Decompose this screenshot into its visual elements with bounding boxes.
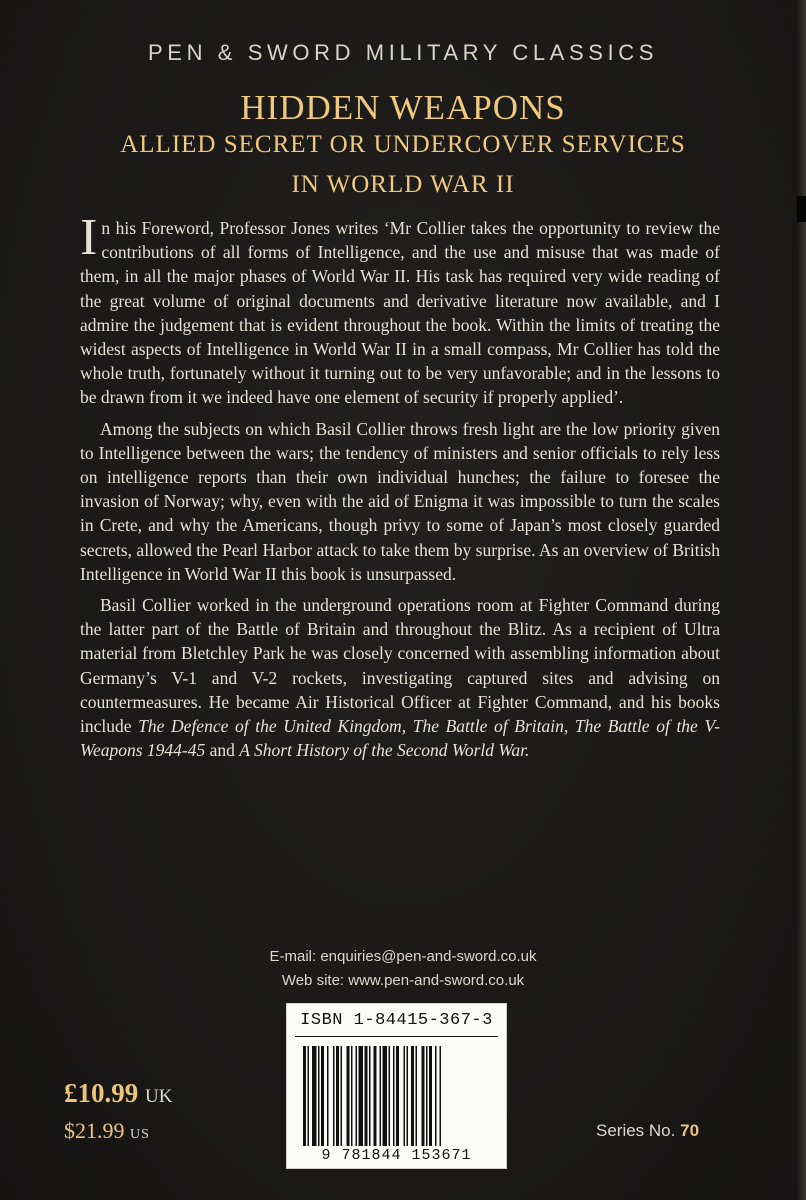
barcode-bar — [429, 1046, 432, 1146]
barcode-bar — [369, 1046, 371, 1146]
barcode-bar — [336, 1046, 339, 1146]
barcode-bar — [356, 1046, 358, 1146]
barcode-bar — [407, 1046, 409, 1146]
barcode-bar — [359, 1046, 364, 1146]
barcode-bar — [318, 1046, 320, 1146]
barcode-bar — [374, 1046, 377, 1146]
paragraph-3-joiner: and — [209, 740, 235, 761]
book-title-3: The Battle of the V-Weapons 1944-45 — [80, 716, 721, 761]
book-title: HIDDEN WEAPONS — [240, 88, 566, 127]
price-us-amount: $21.99 — [64, 1118, 125, 1143]
barcode-bar — [422, 1046, 425, 1146]
series-number-label: Series No. — [596, 1121, 676, 1140]
price-uk — [64, 1078, 172, 1109]
barcode-bar — [416, 1046, 418, 1146]
barcode-icon — [303, 1046, 490, 1146]
blurb-paragraph-2: Among the subjects on which Basil Collier throws fresh light are the low priority given to Intelligence between the wars; the tendency of ministers and senior officials to rely less on intelligence reports than their own individual hunches; the failure to foresee the invasion of Norway; why, even with the aid of Enigma it was impossible to turn the scales in Crete, and why the Americans, though privy to some of Japan’s most closely guarded secrets, allowed the Pearl Harbor attack to take them by surprise. As an overview of British Intelligence in World War II this book is unsurpassed. — [80, 418, 720, 584]
series-number-value: 70 — [680, 1121, 700, 1140]
isbn-rule — [295, 1036, 498, 1037]
price-us-suffix: US — [130, 1127, 150, 1142]
price-uk-amount: £10.99 — [64, 1078, 139, 1108]
series-number — [596, 1121, 699, 1141]
book-subtitle-line2: IN WORLD WAR II — [291, 171, 515, 198]
barcode-bar — [303, 1046, 306, 1146]
barcode-bar — [411, 1046, 414, 1146]
barcode-digits: 9 781844 153671 — [321, 1147, 472, 1164]
publisher-email: E-mail: enquiries@pen-and-sword.co.uk — [269, 948, 537, 965]
paragraph-3-text: Basil Collier worked in the underground operations room at Fighter Command during the latter part of the Battle of Britain and throughout the Blitz. As a recipient of Ultra material from Bletchley Park he was closely concerned with assembling information about Germany’s V-1 and V-2 rockets, investigating captured sites and advising on countermeasures. He became Air Historical Officer at Fighter Command, and his books include — [80, 595, 720, 737]
barcode-bar — [393, 1046, 395, 1146]
series-title: PEN & SWORD MILITARY CLASSICS — [148, 40, 658, 65]
book-title-1: The Defence of the United Kingdom, — [138, 716, 407, 737]
book-subtitle-line1: ALLIED SECRET OR UNDERCOVER SERVICES — [120, 131, 686, 158]
barcode-bar — [404, 1046, 406, 1146]
isbn-number: ISBN 1-84415-367-3 — [300, 1011, 493, 1030]
publisher-website: Web site: www.pen-and-sword.co.uk — [281, 972, 525, 989]
price-uk-suffix: UK — [145, 1086, 173, 1107]
barcode-bar — [383, 1046, 388, 1146]
paragraph-1-text: n his Foreword, Professor Jones writes ‘Mr Collier takes the opportunity to review the contributions of all forms of Intelligence, and the use and misuse that was made of them, in all the major phases of World War II. His task has required very wide reading of the great volume of original documents and derivative literature now available, and I admire the judgement that is evident throughout the book. Within the limits of treating the widest aspects of Intelligence in World War II in a small compass, Mr Collier has told the whole truth, fortunately without it turning out to be very unfavorable; and in the lessons to be drawn from it we indeed have one element of security if properly applied’. — [80, 218, 720, 408]
blurb-paragraph-1 — [80, 209, 720, 410]
blurb-paragraph-3 — [80, 593, 720, 762]
barcode-bar — [347, 1046, 350, 1146]
barcode-label — [286, 1003, 507, 1169]
barcode-bar — [327, 1046, 329, 1146]
barcode-bar — [426, 1046, 428, 1146]
barcode-bar — [312, 1046, 317, 1146]
barcode-bar — [341, 1046, 343, 1146]
drop-cap: I — [80, 209, 98, 266]
barcode-bar — [365, 1046, 368, 1146]
book-title-2: The Battle of Britain, — [412, 716, 569, 737]
barcode-bar — [440, 1046, 442, 1146]
book-title-4: A Short History of the Second World War. — [239, 740, 530, 761]
barcode-bar — [380, 1046, 382, 1146]
barcode-bar — [308, 1046, 310, 1146]
price-us — [64, 1118, 150, 1144]
barcode-bar — [389, 1046, 391, 1146]
barcode-bar — [351, 1046, 353, 1146]
barcode-bar — [396, 1046, 399, 1146]
blurb — [80, 209, 721, 769]
edge-mark — [797, 196, 806, 222]
barcode-bar — [333, 1046, 335, 1146]
barcode-bar — [435, 1046, 437, 1146]
barcode-bar — [321, 1046, 324, 1146]
